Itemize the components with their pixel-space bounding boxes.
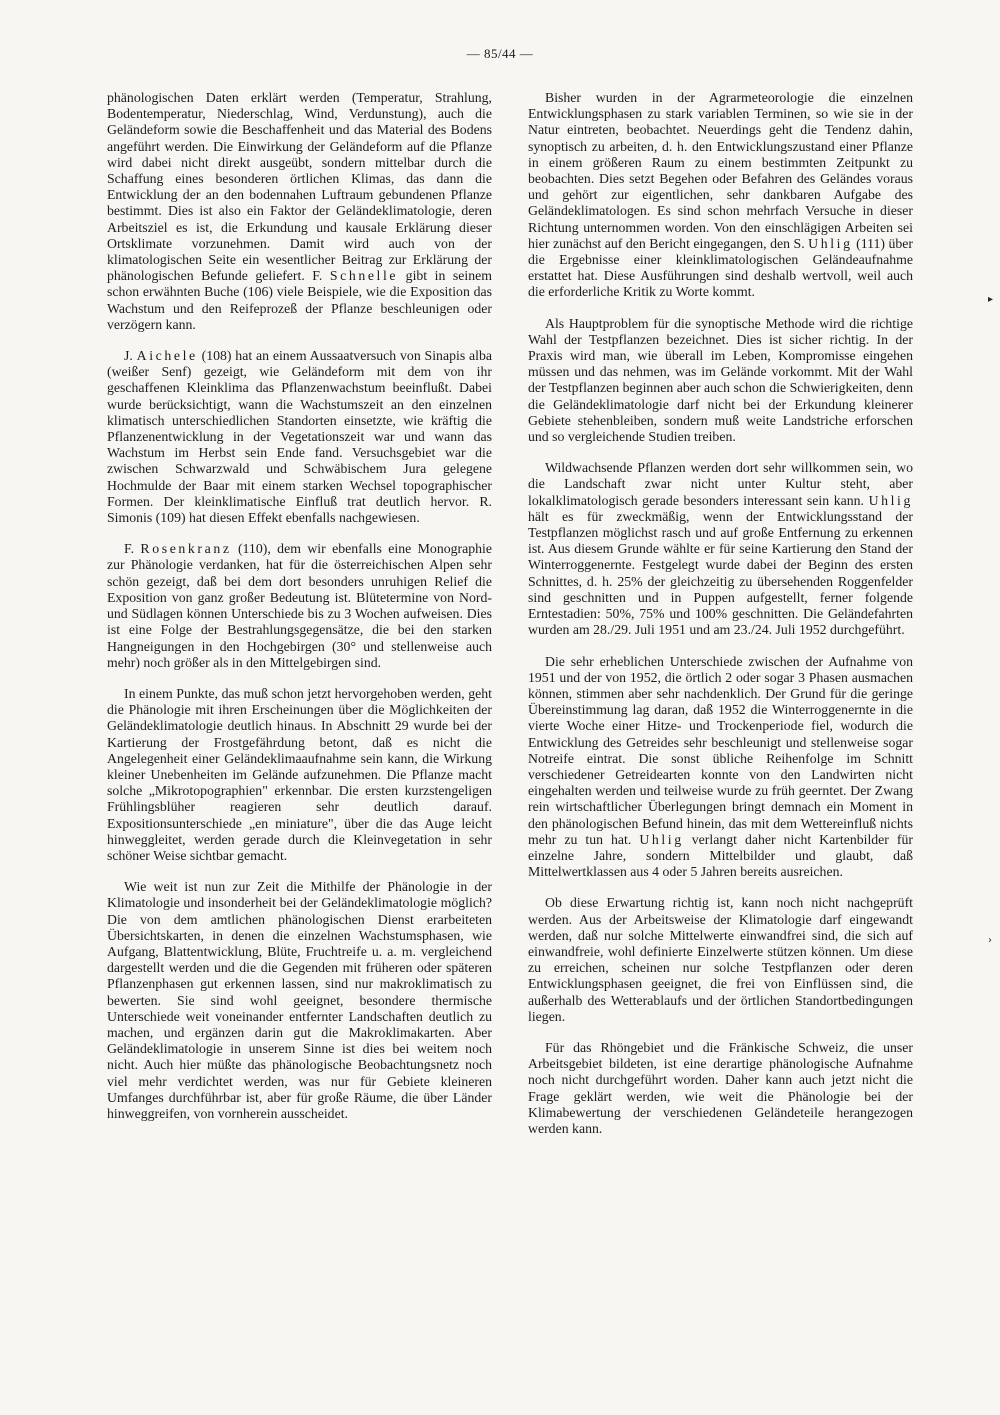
author-name: Schnelle [329, 268, 399, 284]
margin-mark-icon: › [988, 935, 992, 946]
author-name: Rosenkranz [140, 541, 232, 557]
left-column [107, 90, 492, 1137]
paragraph-9: Die sehr erheblichen Unterschiede zwischen der Aufnahme von 1951 und der von 1952, die örtlich 2 oder sogar 3 Phasen ausmachen können, stimmen aber sehr nachdenklich. Der Grund für die geringe Übereinstimmung lag daran, daß 1952 die Winterroggenernte in die vierte Woche einer Hitze- und Trockenperiode fiel, wodurch die Entwicklung des Getreides sehr beschleunigt und stellenweise sogar Notreife eintrat. Die sonst übliche Reihenfolge im Schnitt verschiedener Getreidearten konnte von den Landwirten nicht eingehalten werden und teilweise wurde zu früh geerntet. Der Zwang rein wirtschaftlicher Überlegungen bringt demnach ein Moment in den phänologischen Befund hinein, das mit dem Wettereinfluß nichts mehr zu tun hat. Uhlig verlangt daher nicht Kartenbilder für einzelne Jahre, sondern Mittelbilder und glaubt, daß Mittelwertklassen aus 4 oder 5 Jahren bereits ausreichen. [528, 653, 913, 880]
author-name: Aichele [136, 348, 198, 364]
paragraph-5: Wie weit ist nun zur Zeit die Mithilfe der Phänologie in der Klimatologie und insonderheit bei der Geländeklimatologie möglich? Die von dem amtlichen phänologischen Dienst erarbeiteten Übersichtskarten, in denen die einzelnen Wachstumsphasen, wie Aufgang, Blattentwicklung, Blüte, Fruchtreife u. a. m. vergleichend dargestellt werden und die die Gegenden mit früheren oder späteren Pflanzenphasen gut erkennen lassen, sind nur makroklimatisch zu bewerten. Sie sind wohl geeignet, besondere thermische Unterschiede weit voneinander entfernter Landschaften deutlich zu machen, und ergänzen darin gut die Makroklimakarten. Aber Geländeklimatologie in unserem Sinne ist dies bei weitem noch nicht. Auch hier müßte das phänologische Beobachtungsnetz noch viel mehr verdichtet werden, was nur für Gebiete kleineren Umfanges durchführbar ist, aber für große Räume, die über Länder hinweggreifen, von vornherein ausscheidet. [107, 879, 492, 1121]
paragraph-6: Bisher wurden in der Agrarmeteorologie die einzelnen Entwicklungsphasen zu stark variablen Terminen, so wie sie in der Natur eintreten, beobachtet. Neuerdings geht die Tendenz dahin, synoptisch zu arbeiten, d. h. den Entwicklungszustand einer Pflanze in einem größeren Raum zu einem bestimmten Zeitpunkt zu beobachten. Dies setzt Begehen oder Befahren des Geländes voraus und gehört zur eigentlichen, sehr dankbaren Aufgabe des Geländeklimatologen. Es sind schon mehrfach Versuche in dieser Richtung unternommen worden. Von den einschlägigen Arbeiten sei hier zunächst auf den Bericht eingegangen, den S. Uhlig (111) über die Ergebnisse einer kleinklimatologischen Geländeaufnahme erstattet hat. Diese Ausführungen sind deshalb wertvoll, weil auch die erforderliche Kritik zu Worte kommt. [528, 90, 914, 300]
paragraph-8: Wildwachsende Pflanzen werden dort sehr willkommen sein, wo die Landschaft zwar nicht unter Kultur steht, aber lokalklimatologisch gerade besonders interessant sein kann. Uhlig hält es für zweckmäßig, wenn der Entwicklungsstand der Testpflanzen möglichst rasch und auf große Entfernung zu erkennen ist. Aus diesem Grunde wählte er für seine Kartierung den Stand der Winterroggenernte. Festgelegt wurde dabei der Beginn des ersten Schnittes, d. h. 25% der gleichzeitig zu übersehenden Roggenfelder sind geschnitten und in Puppen aufgestellt, ferner folgende Erntestadien: 50%, 75% und 100% geschnitten. Die Geländefahrten wurden am 28./29. Juli 1951 und am 23./24. Juli 1952 durchgeführt. [528, 460, 913, 638]
margin-mark-icon: ▸ [988, 294, 994, 305]
page-number: — 85/44 — [466, 46, 534, 61]
paragraph-1: phänologischen Daten erklärt werden (Temperatur, Strahlung, Bodentemperatur, Niederschlag, Wind, Verdunstung), auch die Geländeform sowie die Beschaffenheit und das Material des Bodens angeführt werden. Die Einwirkung der Geländeform auf die Pflanze wird dabei nicht direkt ausgeübt, sondern mittelbar durch die Schaffung eines besonderen örtlichen Klimas, das dann die Entwicklung der an den bodennahen Luftraum gebundenen Pflanze bestimmt. Dies ist also ein Faktor der Geländeklimatologie, deren Arbeitsziel es ist, die Erkundung und kausale Erklärung dieser Ortsklimate vorzunehmen. Damit wird auch von der klimatologischen Seite ein wesentlicher Beitrag zur Erklärung der phänologischen Befunde geliefert. F. Schnelle gibt in seinem schon erwähnten Buche (106) viele Beispiele, wie die Exposition das Wachstum und den Reifeprozeß der Pflanze beschleunigen oder verzögern kann. [107, 90, 492, 332]
paragraph-4: In einem Punkte, das muß schon jetzt hervorgehoben werden, geht die Phänologie mit ihren Erscheinungen über die Möglichkeiten der Geländeklimatologie deutlich hinaus. In Abschnitt 29 wurde bei der Kartierung der Frostgefährdung betont, daß es nicht die Angelegenheit einer Geländeklimaaufnahme sein kann, die Wirkung kleiner Unebenheiten im Gelände aufzunehmen. Die Pflanze macht solche „Mikrotopographien" erkennbar. Die ersten kurzstengeligen Frühlingsblüher reagieren sehr deutlich darauf. Expositionsunterschiede „en miniature", über die das Auge leicht hinweggleitet, werden gerade durch die Kleinvegetation in sehr schöner Weise sichtbar gemacht. [107, 685, 492, 863]
paragraph-7: Als Hauptproblem für die synoptische Methode wird die richtige Wahl der Testpflanzen bezeichnet. Dies ist sicher richtig. In der Praxis wird man, wie überall im Leben, Kompromisse eingehen müssen und das nehmen, was im Gelände vorkommt. Mit der Wahl der Testpflanzen beginnen aber auch schon die Schwierigkeiten, denn die Geländeklimatologie darf nicht bei der Erkundung kleinerer Gebiete stehenbleiben, sondern muß weite Landstriche erforschen und so vergleichende Studien treiben. [528, 315, 913, 445]
right-column [528, 90, 913, 1152]
author-name: Uhlig [808, 235, 853, 251]
author-name: Uhlig [868, 492, 913, 508]
paragraph-3: F. Rosenkranz (110), dem wir ebenfalls eine Monographie zur Phänologie verdanken, hat für die österreichischen Alpen sehr schön gezeigt, daß bei dem dort besonders unruhigen Relief die Exposition von ganz großer Bedeutung ist. Blütetermine von Nord- und Südlagen können Unterschiede bis zu 3 Wochen aufweisen. Dies ist eine Folge der Bestrahlungsgegensätze, die bei den starken Hangneigungen in den Hochgebirgen (30° und stellenweise auch mehr) noch größer als in den Mittelgebirgen sind. [107, 541, 493, 670]
paragraph-11: Für das Rhöngebiet und die Fränkische Schweiz, die unser Arbeitsgebiet bildeten, ist eine derartige phänologische Aufnahme noch nicht durchgeführt worden. Daher kann auch jetzt nicht die Frage geklärt werden, wie weit die Phänologie bei der Klimabewertung der verschiedenen Geländeteile herangezogen werden kann. [528, 1039, 913, 1136]
paragraph-10: Ob diese Erwartung richtig ist, kann noch nicht nachgeprüft werden. Aus der Arbeitsweise der Klimatologie darf eingewandt werden, daß nur solche Mittelwerte einwandfrei sind, die sich auf einwandfreie, wohl definierte Einzelwerte stützen können. Um diese zu erreichen, scheinen nur solche Testpflanzen oder deren Entwicklungsphasen geeignet, die frei von Einflüssen sind, die außerhalb des Wetterablaufs und der örtlichen Standortbedingungen liegen. [528, 895, 913, 1024]
paragraph-2: J. Aichele (108) hat an einem Aussaatversuch von Sinapis alba (weißer Senf) gezeigt, wie Geländeform mit dem von ihr geschaffenen Kleinklima das Pflanzenwachstum beeinflußt. Dabei wurde berücksichtigt, wann die Wachstumszeit an den einzelnen klimatisch unterschiedlichen Standorten einsetzte, wie kräftig die Pflanzenentwicklung in der Vegetationszeit war und wann das Wachstum im Herbst sein Ende fand. Versuchsgebiet war die zwischen Schwarzwald und Schwäbischem Jura gelegene Hochmulde der Baar mit einem starken Wechsel topographischer Formen. Der kleinklimatische Einfluß trat deutlich hervor. R. Simonis (109) hat diesen Effekt ebenfalls nachgewiesen. [107, 348, 492, 526]
author-name: Uhlig [639, 831, 684, 847]
